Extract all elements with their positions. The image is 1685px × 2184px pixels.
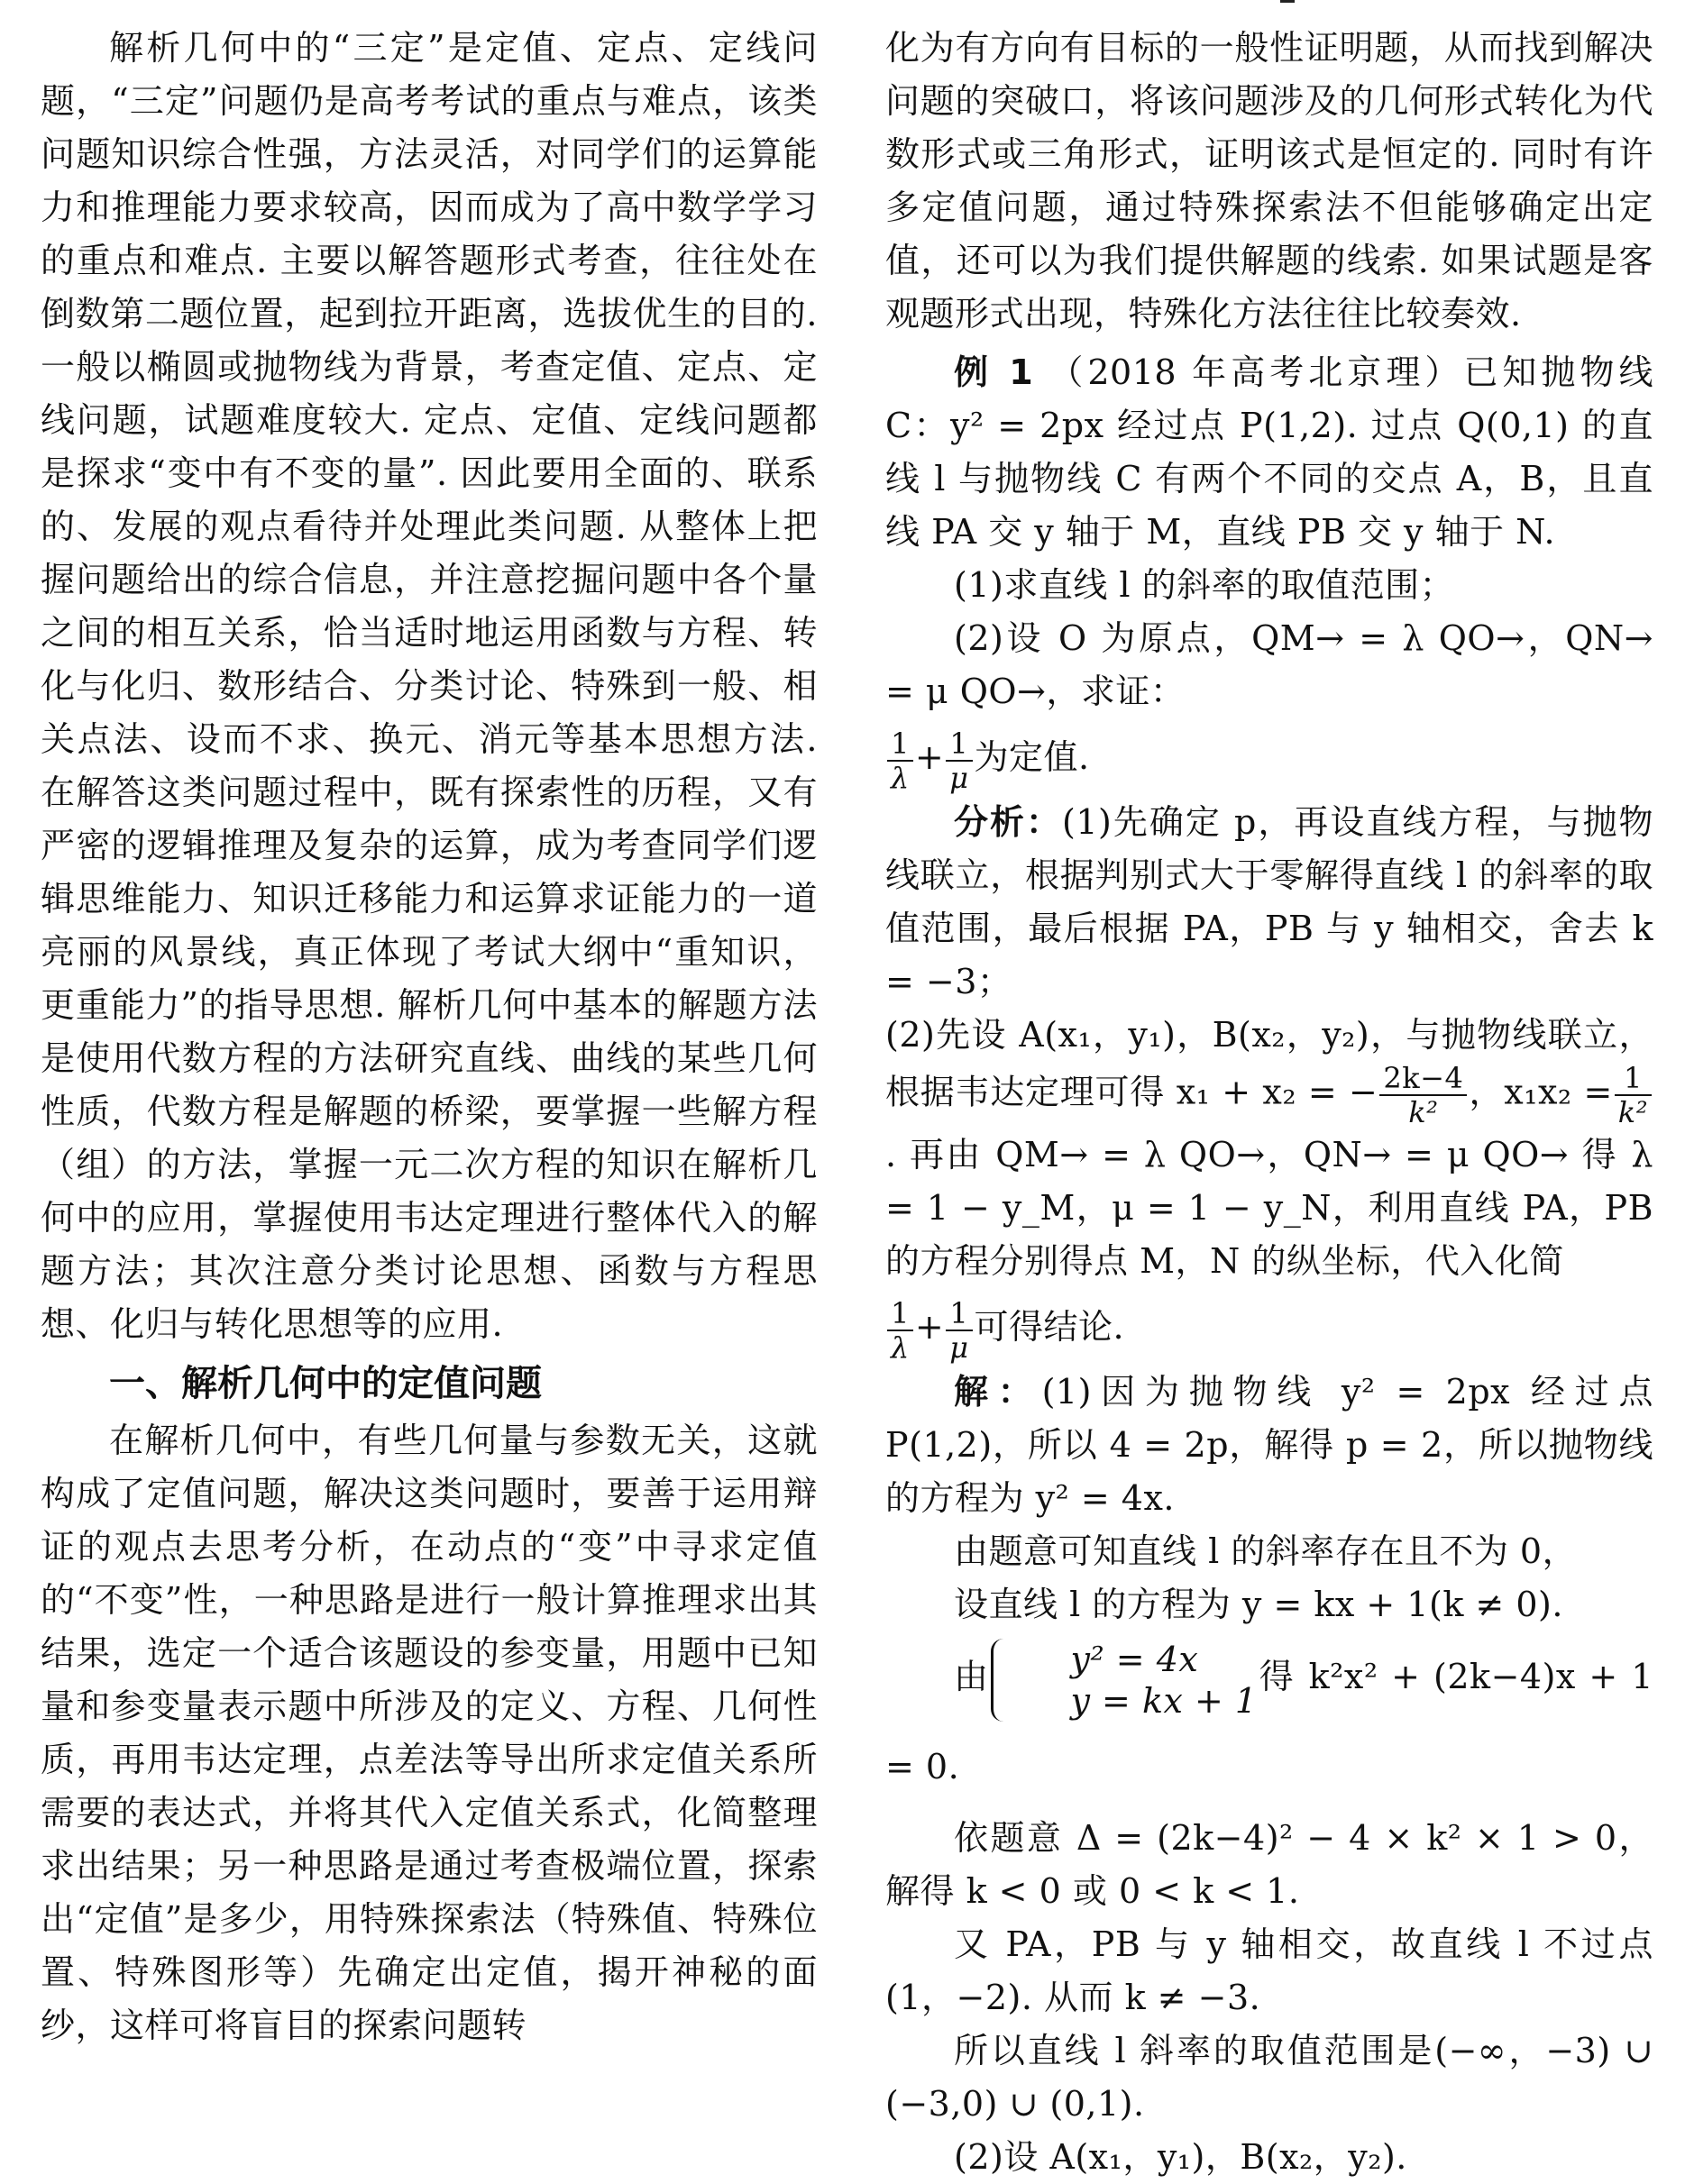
analysis-paragraph-2 — [885, 1009, 1653, 1288]
fraction-numerator: 1 — [946, 727, 972, 762]
solution-line-2: 由题意可知直线 l 的斜率存在且不为 0， — [954, 1531, 1578, 1571]
question-2-text: (2)设 O 为原点，QM→ = λ QO→，QN→ = μ QO→，求证： — [885, 618, 1653, 711]
fraction-denominator: k² — [1617, 1095, 1649, 1129]
analysis-text-2d: 可得结论. — [974, 1307, 1125, 1347]
fraction-vieta-sum — [1379, 1062, 1467, 1129]
question-2-formula — [885, 718, 1653, 796]
solution-line-7: 所以直线 l 斜率的取值范围是(−∞，−3) ∪ (−3,0) ∪ (0,1). — [885, 2031, 1653, 2124]
fraction-numerator: 1 — [887, 1297, 913, 1331]
question-2 — [885, 612, 1653, 718]
solution-line-5: 依题意 Δ = (2k−4)² − 4 × k² × 1 > 0，解得 k < 0 或 0 < k < 1. — [885, 1818, 1653, 1911]
question-1: (1)求直线 l 的斜率的取值范围； — [954, 565, 1455, 605]
analysis-text-2a: (2)先设 A(x₁，y₁)，B(x₂，y₂)，与抛物线联立，根据韦达定理可得 x₁ + x₂ = − — [885, 1015, 1653, 1112]
solution-paragraph-1 — [885, 1366, 1653, 1525]
fraction-one-over-mu — [946, 1297, 972, 1364]
question-2-end: 为定值. — [974, 737, 1090, 777]
solution-system — [885, 1631, 1653, 1812]
fraction-one-over-lambda — [887, 727, 913, 794]
page-corner-mark — [1280, 0, 1295, 3]
continued-paragraph: 化为有方向有目标的一般性证明题，从而找到解决问题的突破口，将该问题涉及的几何形式转化为代数形式或三角形式，证明该式是恒定的. 同时有许多定值问题，通过特殊探索法不但能够确定出定值，还可以为我们提供解题的线索. 如果试题是客观题形式出现，特殊化方法往往比较奏效. — [885, 28, 1653, 334]
fraction-one-over-lambda — [887, 1297, 913, 1364]
analysis-label: 分析： — [954, 802, 1063, 842]
system-equation-2: y = kx + 1 — [1070, 1680, 1258, 1721]
solution-line-6: 又 PA，PB 与 y 轴相交，故直线 l 不过点(1，−2). 从而 k ≠ −3. — [885, 1924, 1653, 2017]
solution-label: 解： — [954, 1372, 1042, 1412]
fraction-denominator: k² — [1408, 1095, 1439, 1129]
example-label: 例 1 — [954, 352, 1034, 392]
solution-line-3: 设直线 l 的方程为 y = kx + 1(k ≠ 0). — [954, 1585, 1563, 1624]
example-text: （2018 年高考北京理）已知抛物线 C：y² = 2px 经过点 P(1,2). 过点 Q(0,1) 的直线 l 与抛物线 C 有两个不同的交点 A，B，且直线 PA 交 y 轴于 M，直线 PB 交 y 轴于 N. — [885, 352, 1653, 552]
analysis-text-2b: ，x₁x₂ = — [1469, 1072, 1613, 1112]
fraction-numerator: 1 — [887, 727, 913, 762]
fraction-numerator: 2k−4 — [1379, 1062, 1467, 1096]
solution-line-8: (2)设 A(x₁，y₁)，B(x₂，y₂). — [954, 2137, 1407, 2177]
fraction-denominator: λ — [891, 1330, 910, 1365]
right-column — [885, 22, 1653, 2184]
analysis-formula — [885, 1288, 1653, 1366]
fraction-denominator: μ — [949, 1330, 969, 1365]
solution-text-1: (1)因为抛物线 y² = 2px 经过点 P(1,2)，所以 4 = 2p，解得 p = 2，所以抛物线的方程为 y² = 4x. — [885, 1372, 1653, 1518]
analysis-text-2c: . 再由 QM→ = λ QO→，QN→ = μ QO→ 得 λ = 1 − y_M，μ = 1 − y_N，利用直线 PA，PB 的方程分别得点 M，N 的纵坐标，代入化简 — [885, 1135, 1653, 1281]
left-column — [41, 22, 818, 2052]
section-paragraph: 在解析几何中，有些几何量与参数无关，这就构成了定值问题，解决这类问题时，要善于运用辩证的观点去思考分析，在动点的“变”中寻求定值的“不变”性，一种思路是进行一般计算推理求出其结果，选定一个适合该题设的参变量，用题中已知量和参变量表示题中所涉及的定义、方程、几何性质，再用韦达定理，点差法等导出所求定值关系所需要的表达式，并将其代入定值关系式，化简整理求出结果；另一种思路是通过考查极端位置，探索出“定值”是多少，用特殊探索法（特殊值、特殊位置、特殊图形等）先确定出定值，揭开神秘的面纱，这样可将盲目的探索问题转 — [41, 1421, 818, 2045]
fraction-numerator: 1 — [946, 1297, 972, 1331]
analysis-paragraph-1 — [885, 796, 1653, 1009]
example-1 — [885, 346, 1653, 559]
fraction-denominator: μ — [949, 760, 969, 795]
analysis-text-1: (1)先确定 p，再设直线方程，与抛物线联立，根据判别式大于零解得直线 l 的斜率的取值范围，最后根据 PA，PB 与 y 轴相交，舍去 k = −3； — [885, 802, 1653, 1001]
fraction-vieta-product — [1615, 1062, 1652, 1129]
fraction-numerator: 1 — [1615, 1062, 1652, 1096]
intro-paragraph: 解析几何中的“三定”是定值、定点、定线问题，“三定”问题仍是高考考试的重点与难点，该类问题知识综合性强，方法灵活，对同学们的运算能力和推理能力要求较高，因而成为了高中数学学习的重点和难点. 主要以解答题形式考查，往往处在倒数第二题位置，起到拉开距离，选拔优生的目的. 一般以椭圆或抛物线为背景，考查定值、定点、定线问题，试题难度较大. 定点、定值、定线问题都是探求“变中有不变的量”. 因此要用全面的、联系的、发展的观点看待并处理此类问题. 从整体上把握问题给出的综合信息，并注意挖掘问题中各个量之间的相互关系，恰当适时地运用函数与方程、转化与化归、数形结合、分类讨论、特殊到一般、相关点法、设而不求、换元、消元等基本思想方法. 在解答这类问题过程中，既有探索性的历程，又有严密的逻辑推理及复杂的运算，成为考查同学们逻辑思维能力、知识迁移能力和运算求证能力的一道亮丽的风景线，真正体现了考试大纲中“重知识，更重能力”的指导思想. 解析几何中基本的解题方法是使用代数方程的方法研究直线、曲线的某些几何性质，代数方程是解题的桥梁，要掌握一些解方程（组）的方法，掌握一元二次方程的知识在解析几何中的应用，掌握使用韦达定理进行整体代入的解题方法；其次注意分类讨论思想、函数与方程思想、化归与转化思想等的应用. — [41, 28, 818, 1344]
section-heading: 一、解析几何中的定值问题 — [109, 1363, 542, 1404]
system-equation-1: y² = 4x — [1070, 1639, 1199, 1679]
fraction-one-over-mu — [946, 727, 972, 794]
plus-sign: + — [914, 1307, 945, 1347]
equation-system — [991, 1639, 1258, 1722]
system-result: 得 k²x² + (2k−4)x + 1 = 0. — [885, 1657, 1653, 1786]
fraction-denominator: λ — [891, 760, 910, 795]
system-prefix: 由 — [954, 1657, 991, 1696]
plus-sign: + — [914, 737, 945, 777]
